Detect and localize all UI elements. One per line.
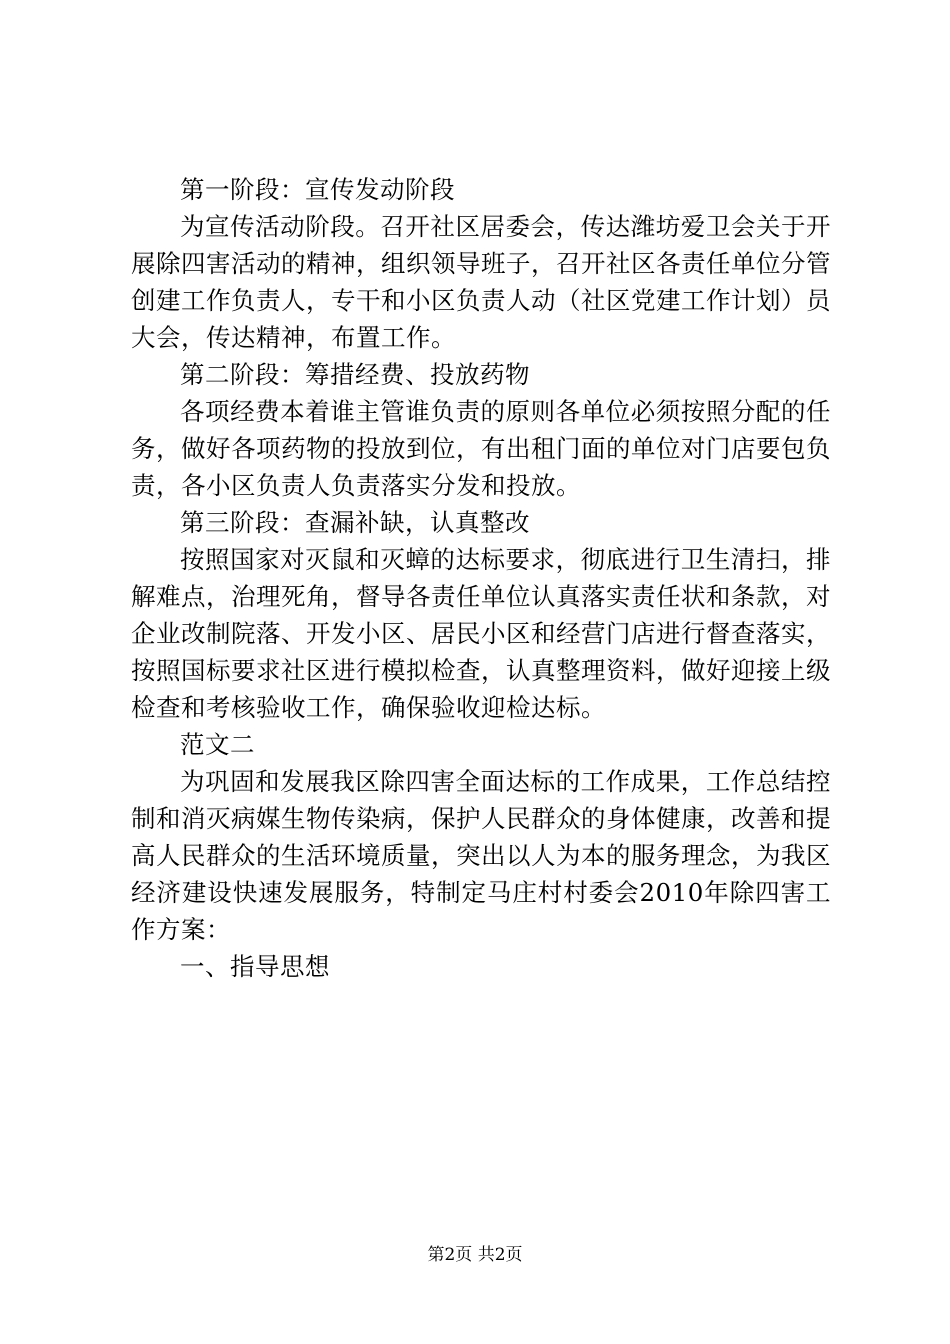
page-total: 共2页 [477,1245,523,1265]
heading-stage-two: 第二阶段：筹措经费、投放药物 [180,360,530,389]
paragraph-stage-three: 按照国家对灭鼠和灭蟑的达标要求，彻底进行卫生清扫，排解难点，治理死角，督导各责任单位认真落实责任状和条款，对企业改制院落、开发小区、居民小区和经营门店进行督查落实，按照国标要求社区进行模拟检查，认真整理资料，做好迎接上级检查和考核验收工作，确保验收迎检达标。 [131,545,831,722]
page-number: 第2页 [427,1245,473,1265]
heading-guiding-thought: 一、指导思想 [180,952,330,981]
heading-stage-three: 第三阶段：查漏补缺，认真整改 [180,508,530,537]
paragraph-stage-two: 各项经费本着谁主管谁负责的原则各单位必须按照分配的任务，做好各项药物的投放到位，有出租门面的单位对门店要包负责，各小区负责人负责落实分发和投放。 [131,397,831,500]
paragraph-stage-one: 为宣传活动阶段。召开社区居委会，传达潍坊爱卫会关于开展除四害活动的精神，组织领导班子，召开社区各责任单位分管创建工作负责人，专干和小区负责人动（社区党建工作计划）员大会，传达精神，布置工作。 [131,212,831,352]
paragraph-sample-two: 为巩固和发展我区除四害全面达标的工作成果，工作总结控制和消灭病媒生物传染病，保护人民群众的身体健康，改善和提高人民群众的生活环境质量，突出以人为本的服务理念，为我区经济建设快速发展服务，特制定马庄村村委会2010年除四害工作方案： [131,767,831,944]
heading-sample-two: 范文二 [180,730,255,759]
heading-stage-one: 第一阶段：宣传发动阶段 [180,175,455,204]
page-footer [0,1243,950,1267]
document-body [131,171,831,985]
